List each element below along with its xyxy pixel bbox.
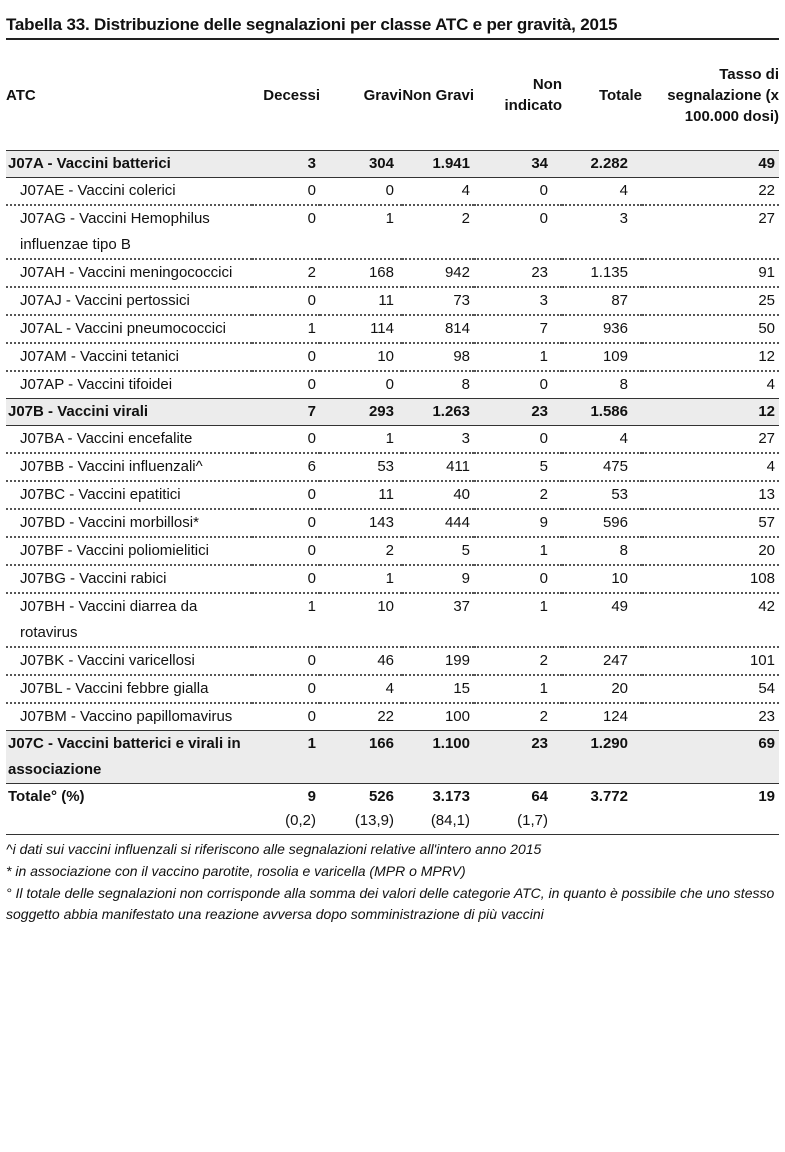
totale-cell: 596	[562, 509, 642, 537]
non-gravi-pct-cell: (84,1)	[402, 810, 474, 835]
totale-cell: 475	[562, 453, 642, 481]
gravi-cell: 166	[320, 731, 402, 784]
gravi-cell: 10	[320, 343, 402, 371]
non-indicato-cell: 2	[474, 481, 562, 509]
tasso-cell: 4	[642, 453, 779, 481]
non-gravi-cell: 8	[402, 371, 474, 399]
gravi-cell: 293	[320, 399, 402, 426]
footnotes	[6, 839, 779, 925]
non-gravi-cell: 100	[402, 703, 474, 731]
atc-cell: J07AJ - Vaccini pertossici	[6, 287, 252, 315]
non-indicato-cell: 7	[474, 315, 562, 343]
atc-cell: J07AE - Vaccini colerici	[6, 178, 252, 206]
tasso-cell: 108	[642, 565, 779, 593]
document-page	[6, 12, 779, 926]
decessi-cell: 3	[252, 151, 320, 178]
total-percent-row	[6, 810, 779, 835]
totale-cell: 1.135	[562, 259, 642, 287]
decessi-cell: 7	[252, 399, 320, 426]
totale-cell: 124	[562, 703, 642, 731]
table-row	[6, 371, 779, 399]
tasso-cell: 23	[642, 703, 779, 731]
table-row	[6, 287, 779, 315]
atc-cell: J07BG - Vaccini rabici	[6, 565, 252, 593]
non-indicato-cell: 3	[474, 287, 562, 315]
table-row	[6, 647, 779, 675]
atc-cell: J07AH - Vaccini meningococcici	[6, 259, 252, 287]
gravi-cell: 1	[320, 565, 402, 593]
totale-cell: 4	[562, 426, 642, 454]
totale-cell: 8	[562, 371, 642, 399]
atc-cell: J07AP - Vaccini tifoidei	[6, 371, 252, 399]
tasso-cell: 12	[642, 399, 779, 426]
group-row	[6, 399, 779, 426]
table-body	[6, 151, 779, 835]
group-row	[6, 151, 779, 178]
decessi-cell: 0	[252, 537, 320, 565]
header-gravi: Gravi	[320, 40, 402, 151]
atc-cell: J07AL - Vaccini pneumococcici	[6, 315, 252, 343]
footnote-total: ° Il totale delle segnalazioni non corrisponde alla somma dei valori delle categorie ATC, in quanto è possibile che uno stesso soggetto abbia manifestato una reazione avversa dopo somministrazione di più vaccini	[6, 885, 775, 922]
non-indicato-cell: 5	[474, 453, 562, 481]
header-atc: ATC	[6, 40, 252, 151]
tasso-cell: 13	[642, 481, 779, 509]
non-indicato-cell: 1	[474, 593, 562, 647]
atc-severity-table	[6, 40, 779, 835]
header-totale: Totale	[562, 40, 642, 151]
non-gravi-cell: 9	[402, 565, 474, 593]
table-row	[6, 537, 779, 565]
table-row	[6, 315, 779, 343]
total-row	[6, 784, 779, 811]
atc-cell: J07BF - Vaccini poliomielitici	[6, 537, 252, 565]
non-gravi-cell: 73	[402, 287, 474, 315]
gravi-cell: 0	[320, 178, 402, 206]
decessi-cell: 0	[252, 343, 320, 371]
totale-cell: 3	[562, 205, 642, 259]
non-gravi-cell: 98	[402, 343, 474, 371]
non-indicato-cell: 23	[474, 399, 562, 426]
group-row	[6, 731, 779, 784]
table-row	[6, 509, 779, 537]
atc-cell: J07B - Vaccini virali	[6, 399, 252, 426]
footnote-influenza: ^i dati sui vaccini influenzali si riferiscono alle segnalazioni relative all'intero anno 2015	[6, 841, 542, 857]
header-tasso: Tasso di segnalazione (x 100.000 dosi)	[642, 40, 779, 151]
atc-cell: J07BB - Vaccini influenzali^	[6, 453, 252, 481]
totale-cell: 53	[562, 481, 642, 509]
gravi-cell: 4	[320, 675, 402, 703]
header-decessi: Decessi	[252, 40, 320, 151]
empty-cell	[6, 810, 252, 835]
totale-cell: 109	[562, 343, 642, 371]
table-row	[6, 343, 779, 371]
non-gravi-cell: 942	[402, 259, 474, 287]
gravi-cell: 11	[320, 481, 402, 509]
decessi-cell: 9	[252, 784, 320, 811]
decessi-cell: 0	[252, 371, 320, 399]
decessi-cell: 0	[252, 287, 320, 315]
non-gravi-cell: 1.100	[402, 731, 474, 784]
atc-cell: J07BC - Vaccini epatitici	[6, 481, 252, 509]
decessi-cell: 0	[252, 426, 320, 454]
atc-cell: J07BL - Vaccini febbre gialla	[6, 675, 252, 703]
totale-cell: 4	[562, 178, 642, 206]
decessi-cell: 0	[252, 565, 320, 593]
atc-cell: J07C - Vaccini batterici e virali in associazione	[6, 731, 252, 784]
gravi-cell: 0	[320, 371, 402, 399]
non-gravi-cell: 444	[402, 509, 474, 537]
tasso-cell: 54	[642, 675, 779, 703]
decessi-cell: 1	[252, 593, 320, 647]
non-gravi-cell: 2	[402, 205, 474, 259]
totale-cell: 247	[562, 647, 642, 675]
decessi-cell: 0	[252, 703, 320, 731]
non-indicato-cell: 0	[474, 371, 562, 399]
gravi-cell: 114	[320, 315, 402, 343]
non-indicato-cell: 64	[474, 784, 562, 811]
totale-cell: 936	[562, 315, 642, 343]
atc-cell: J07BK - Vaccini varicellosi	[6, 647, 252, 675]
tasso-cell: 12	[642, 343, 779, 371]
table-row	[6, 205, 779, 259]
table-row	[6, 593, 779, 647]
gravi-cell: 168	[320, 259, 402, 287]
non-gravi-cell: 1.263	[402, 399, 474, 426]
non-gravi-cell: 199	[402, 647, 474, 675]
gravi-cell: 1	[320, 205, 402, 259]
tasso-cell: 49	[642, 151, 779, 178]
non-gravi-cell: 37	[402, 593, 474, 647]
gravi-cell: 304	[320, 151, 402, 178]
total-label: Totale° (%)	[6, 784, 252, 811]
totale-cell: 1.586	[562, 399, 642, 426]
table-caption: Tabella 33. Distribuzione delle segnalazioni per classe ATC e per gravità, 2015	[6, 12, 779, 40]
tasso-cell: 42	[642, 593, 779, 647]
totale-cell: 8	[562, 537, 642, 565]
gravi-pct-cell: (13,9)	[320, 810, 402, 835]
decessi-cell: 0	[252, 675, 320, 703]
totale-cell: 3.772	[562, 784, 642, 811]
atc-cell: J07A - Vaccini batterici	[6, 151, 252, 178]
non-indicato-cell: 2	[474, 647, 562, 675]
non-gravi-cell: 15	[402, 675, 474, 703]
non-indicato-cell: 1	[474, 343, 562, 371]
atc-cell: J07AG - Vaccini Hemophilus influenzae tipo B	[6, 205, 252, 259]
gravi-cell: 2	[320, 537, 402, 565]
atc-cell: J07BH - Vaccini diarrea da rotavirus	[6, 593, 252, 647]
decessi-cell: 1	[252, 731, 320, 784]
tasso-cell: 91	[642, 259, 779, 287]
decessi-cell: 6	[252, 453, 320, 481]
gravi-cell: 53	[320, 453, 402, 481]
table-row	[6, 453, 779, 481]
atc-cell: J07BD - Vaccini morbillosi*	[6, 509, 252, 537]
non-indicato-cell: 34	[474, 151, 562, 178]
table-row	[6, 703, 779, 731]
footnote-mprv: * in associazione con il vaccino parotite, rosolia e varicella (MPR o MPRV)	[6, 863, 466, 879]
empty-cell	[642, 810, 779, 835]
totale-cell: 2.282	[562, 151, 642, 178]
non-gravi-cell: 4	[402, 178, 474, 206]
decessi-cell: 0	[252, 481, 320, 509]
non-indicato-cell: 1	[474, 675, 562, 703]
table-row	[6, 426, 779, 454]
non-indicato-pct-cell: (1,7)	[474, 810, 562, 835]
gravi-cell: 11	[320, 287, 402, 315]
atc-cell: J07BA - Vaccini encefalite	[6, 426, 252, 454]
non-indicato-cell: 23	[474, 259, 562, 287]
non-gravi-cell: 3	[402, 426, 474, 454]
tasso-cell: 50	[642, 315, 779, 343]
totale-cell: 87	[562, 287, 642, 315]
gravi-cell: 46	[320, 647, 402, 675]
table-row	[6, 259, 779, 287]
non-indicato-cell: 0	[474, 426, 562, 454]
header-non-gravi: Non Gravi	[402, 40, 474, 151]
table-row	[6, 565, 779, 593]
tasso-cell: 27	[642, 426, 779, 454]
totale-cell: 10	[562, 565, 642, 593]
tasso-cell: 22	[642, 178, 779, 206]
table-row	[6, 481, 779, 509]
non-gravi-cell: 411	[402, 453, 474, 481]
non-indicato-cell: 0	[474, 565, 562, 593]
header-row	[6, 40, 779, 151]
tasso-cell: 57	[642, 509, 779, 537]
decessi-cell: 0	[252, 509, 320, 537]
tasso-cell: 27	[642, 205, 779, 259]
gravi-cell: 143	[320, 509, 402, 537]
decessi-pct-cell: (0,2)	[252, 810, 320, 835]
gravi-cell: 10	[320, 593, 402, 647]
non-gravi-cell: 5	[402, 537, 474, 565]
table-row	[6, 675, 779, 703]
non-indicato-cell: 2	[474, 703, 562, 731]
non-indicato-cell: 9	[474, 509, 562, 537]
header-non-indicato: Non indicato	[474, 40, 562, 151]
gravi-cell: 526	[320, 784, 402, 811]
non-indicato-cell: 0	[474, 178, 562, 206]
empty-cell	[562, 810, 642, 835]
non-gravi-cell: 40	[402, 481, 474, 509]
decessi-cell: 0	[252, 647, 320, 675]
totale-cell: 1.290	[562, 731, 642, 784]
tasso-cell: 4	[642, 371, 779, 399]
decessi-cell: 0	[252, 205, 320, 259]
decessi-cell: 0	[252, 178, 320, 206]
totale-cell: 49	[562, 593, 642, 647]
non-gravi-cell: 814	[402, 315, 474, 343]
decessi-cell: 1	[252, 315, 320, 343]
non-gravi-cell: 1.941	[402, 151, 474, 178]
tasso-cell: 101	[642, 647, 779, 675]
totale-cell: 20	[562, 675, 642, 703]
tasso-cell: 25	[642, 287, 779, 315]
non-gravi-cell: 3.173	[402, 784, 474, 811]
table-row	[6, 178, 779, 206]
gravi-cell: 22	[320, 703, 402, 731]
non-indicato-cell: 1	[474, 537, 562, 565]
decessi-cell: 2	[252, 259, 320, 287]
tasso-cell: 20	[642, 537, 779, 565]
non-indicato-cell: 23	[474, 731, 562, 784]
tasso-cell: 19	[642, 784, 779, 811]
atc-cell: J07BM - Vaccino papillomavirus	[6, 703, 252, 731]
gravi-cell: 1	[320, 426, 402, 454]
atc-cell: J07AM - Vaccini tetanici	[6, 343, 252, 371]
non-indicato-cell: 0	[474, 205, 562, 259]
tasso-cell: 69	[642, 731, 779, 784]
